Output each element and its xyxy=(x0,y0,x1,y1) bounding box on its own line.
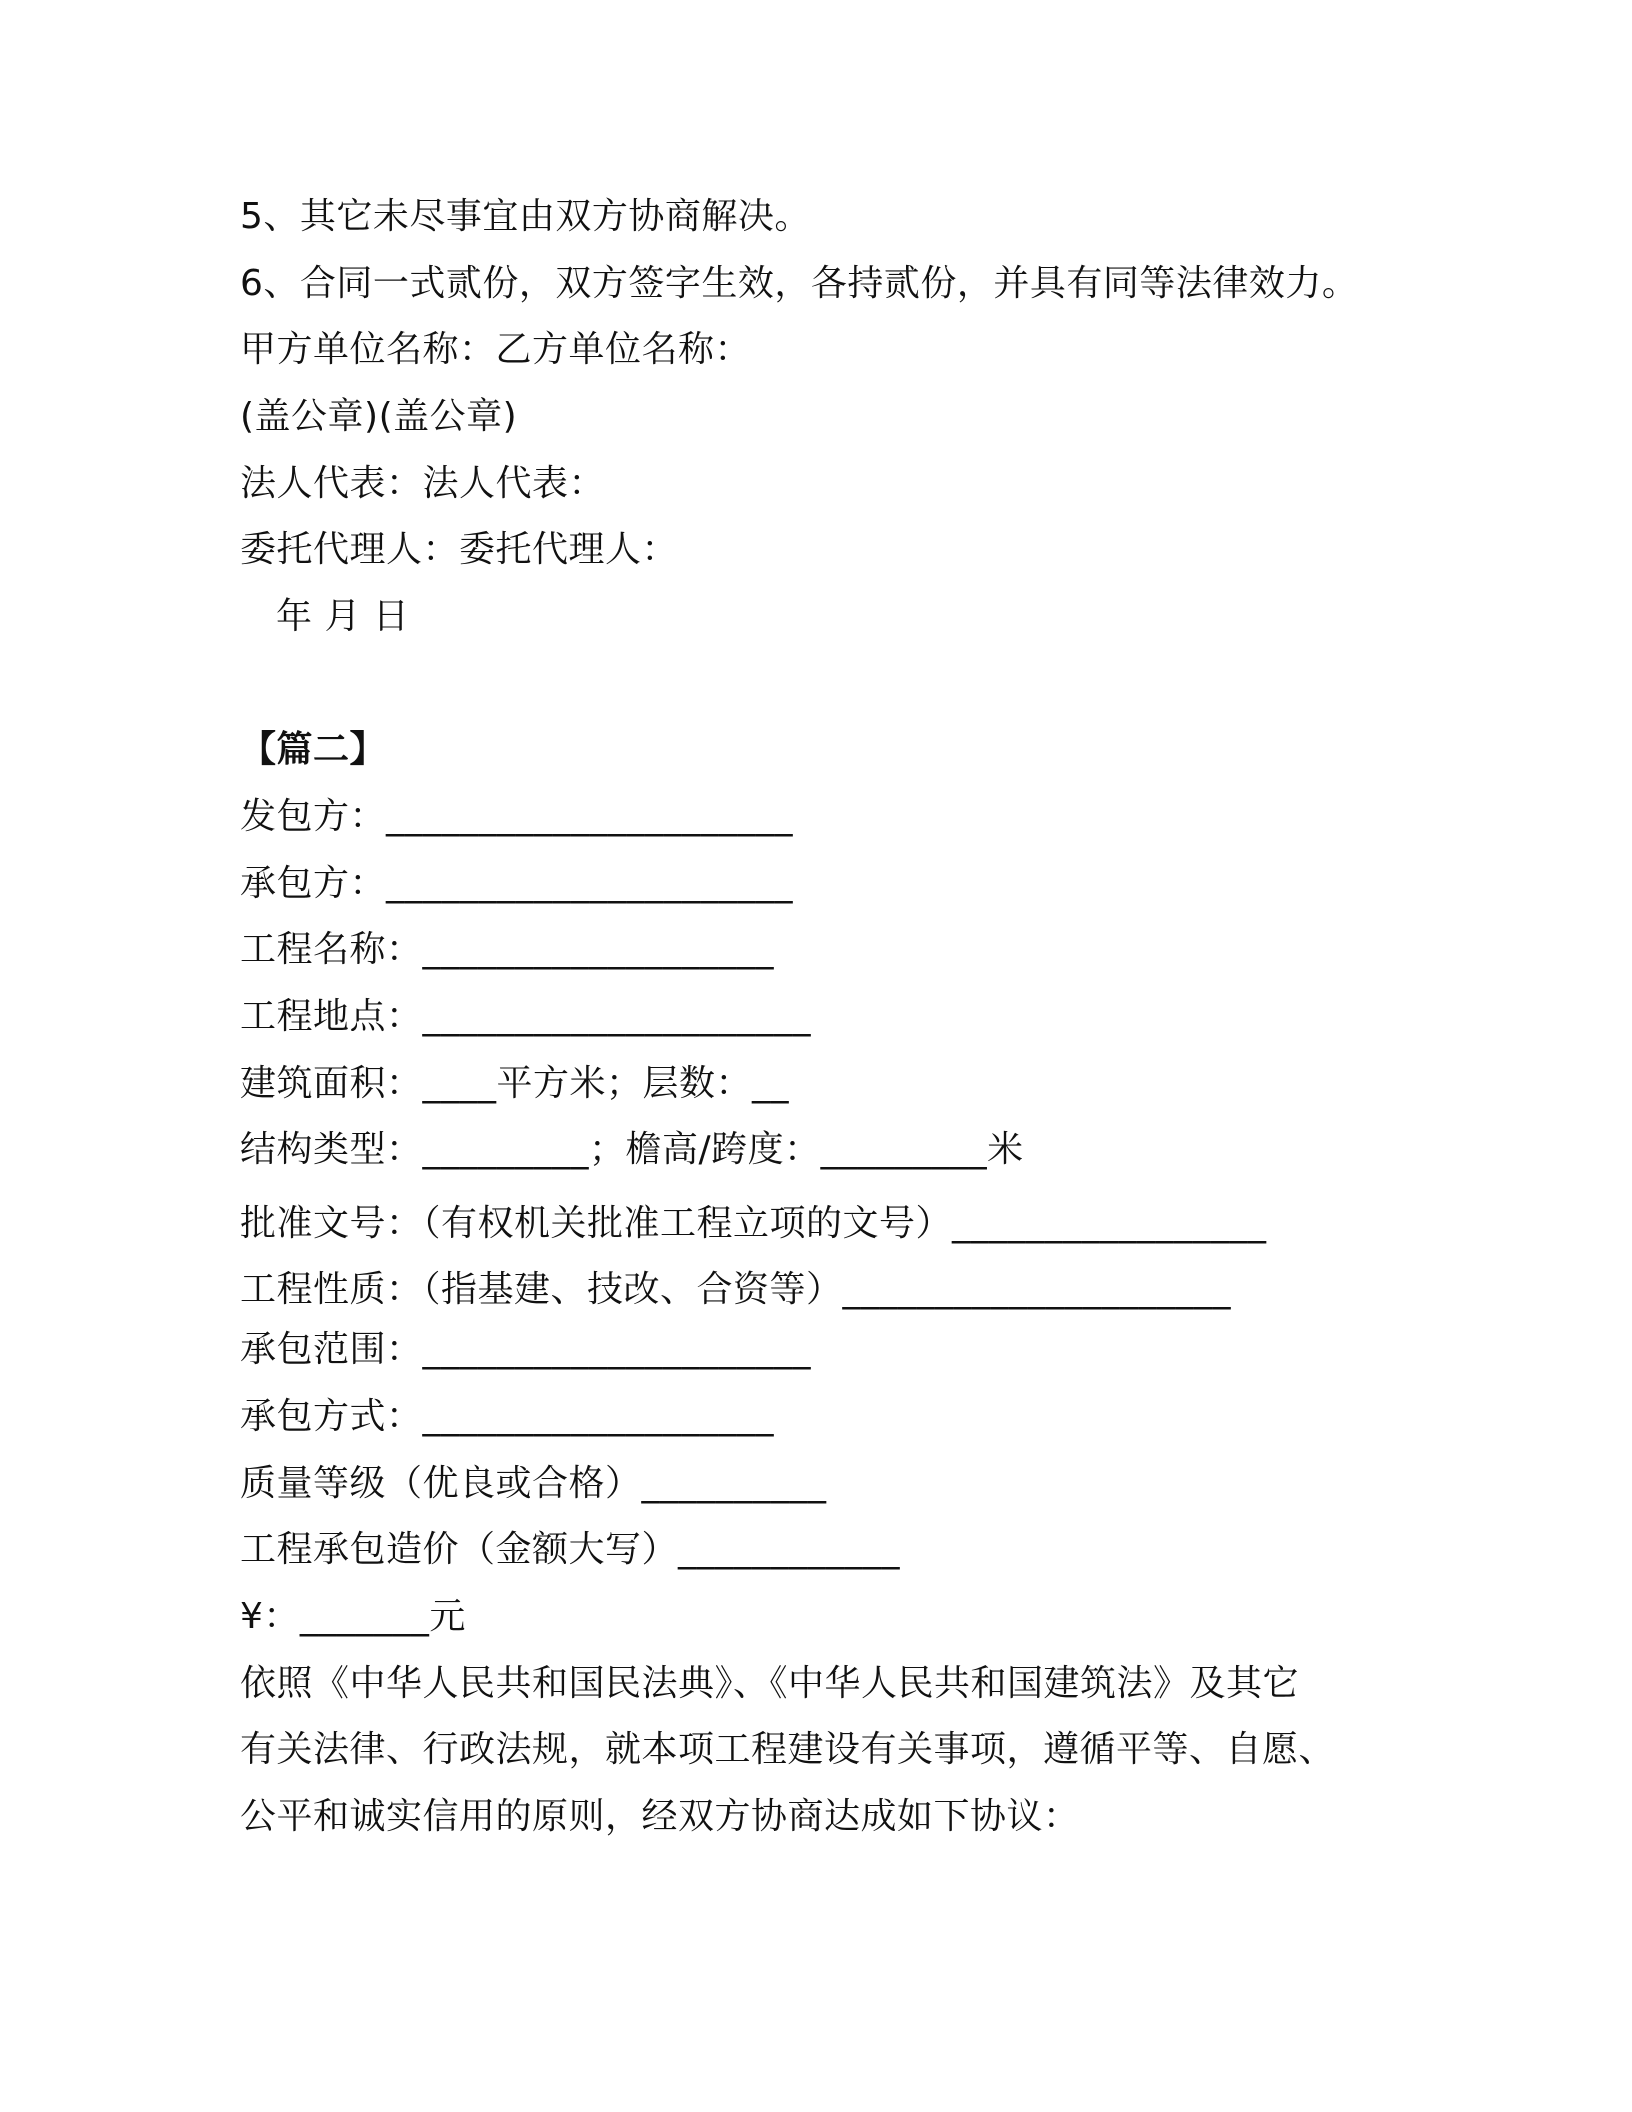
section-heading: 【篇二】 xyxy=(240,729,387,770)
field-building-area: 建筑面积：____平方米；层数：__ xyxy=(240,1063,790,1104)
intro-line-1: 依照《中华人民共和国民法典》、《中华人民共和国建筑法》及其它 xyxy=(240,1663,1300,1704)
field-project-name: 工程名称：___________________ xyxy=(240,929,775,970)
clause-5: 5、其它未尽事宜由双方协商解决。 xyxy=(240,196,811,237)
intro-line-3: 公平和诚实信用的原则，经双方协商达成如下协议： xyxy=(240,1796,1080,1837)
field-employer: 发包方：______________________ xyxy=(240,796,794,837)
field-contract-price: 工程承包造价（金额大写）____________ xyxy=(240,1529,901,1570)
intro-line-2: 有关法律、行政法规，就本项工程建设有关事项，遵循平等、自愿、 xyxy=(240,1729,1336,1770)
party-names: 甲方单位名称：乙方单位名称： xyxy=(240,329,752,370)
seal-line: (盖公章)(盖公章) xyxy=(240,396,518,437)
field-contractor: 承包方：______________________ xyxy=(240,863,794,904)
clause-6: 6、合同一式贰份，双方签字生效，各持贰份，并具有同等法律效力。 xyxy=(240,263,1359,304)
legal-rep-line: 法人代表：法人代表： xyxy=(240,463,606,504)
field-contract-method: 承包方式：___________________ xyxy=(240,1396,775,1437)
field-project-nature: 工程性质：（指基建、技改、合资等）_____________________ xyxy=(240,1269,1232,1310)
field-amount-yuan: ¥：_______元 xyxy=(240,1596,466,1637)
agent-line: 委托代理人：委托代理人： xyxy=(240,529,679,570)
date-line: 年 月 日 xyxy=(276,596,410,637)
field-quality-grade: 质量等级（优良或合格）__________ xyxy=(240,1463,827,1504)
field-contract-scope: 承包范围：_____________________ xyxy=(240,1329,812,1370)
field-approval-number: 批准文号：（有权机关批准工程立项的文号）_________________ xyxy=(240,1203,1267,1244)
field-project-location: 工程地点：_____________________ xyxy=(240,996,812,1037)
field-structure-type: 结构类型：_________；檐高/跨度：_________米 xyxy=(240,1129,1024,1170)
